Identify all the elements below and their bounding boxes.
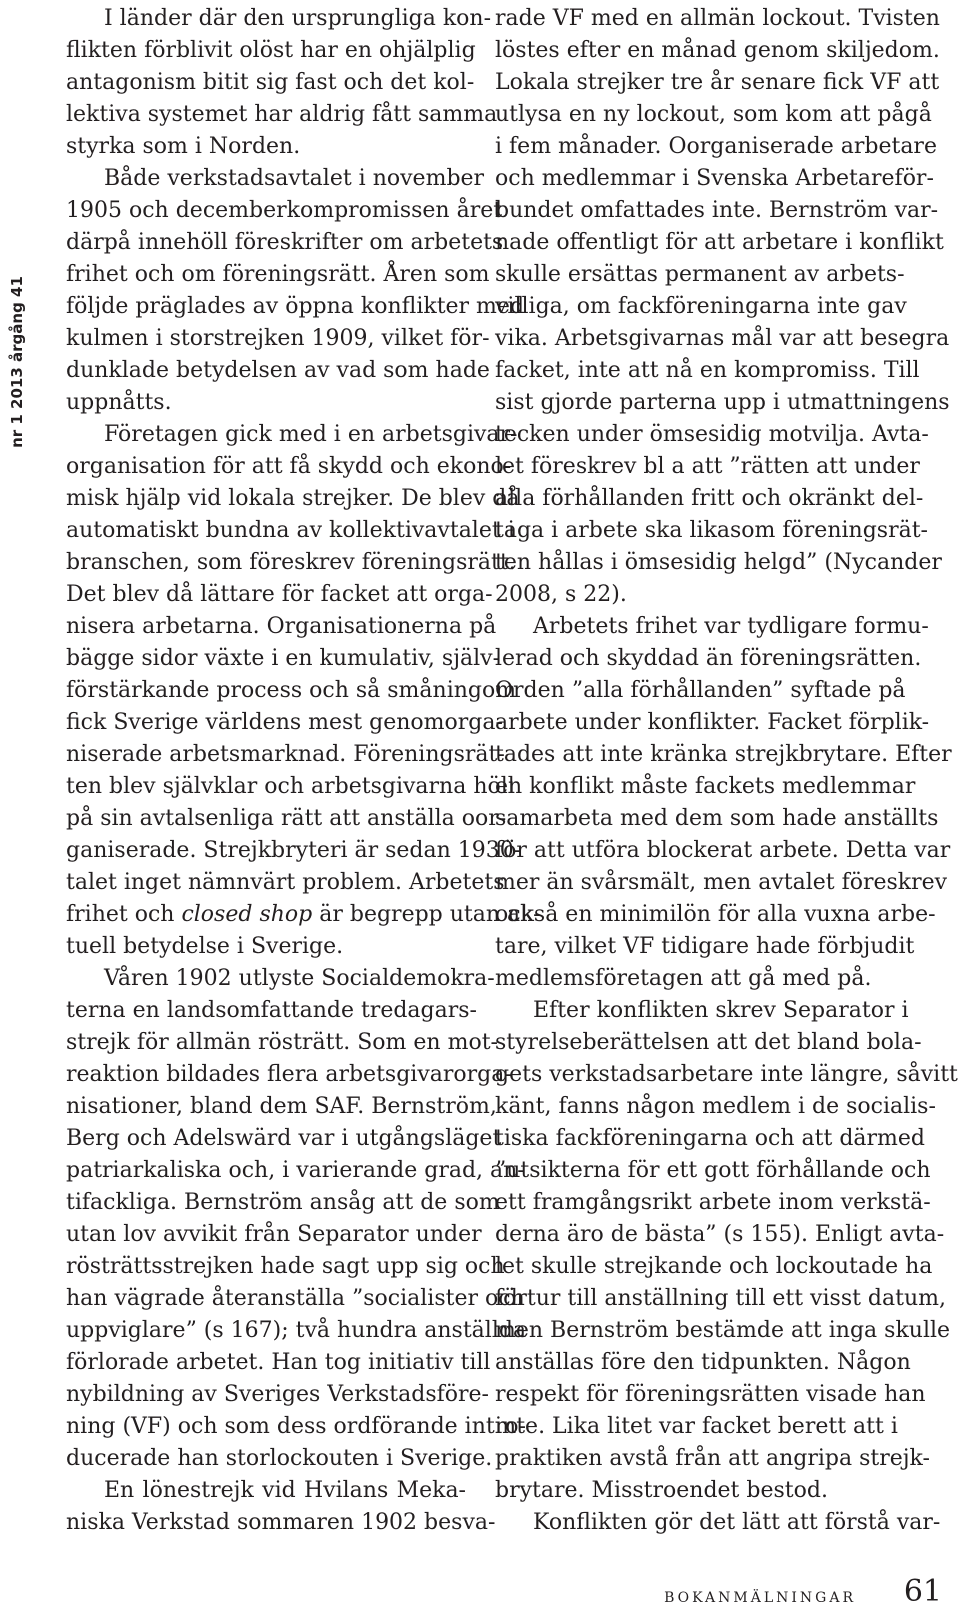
text-line: i fem månader. Oorganiserade arbetare [495, 134, 937, 159]
text-line: ganiserade. Strejkbryteri är sedan 1930- [66, 838, 522, 863]
text-line: flikten förblivit olöst har en ohjälplig [66, 38, 476, 63]
text-line: tecken under ömsesidig motvilja. Avta- [495, 422, 929, 447]
text-line: niska Verkstad sommaren 1902 besva- [66, 1510, 496, 1535]
text-line: vika. Arbetsgivarnas mål var att besegra [495, 326, 950, 351]
text-line: nybildning av Sveriges Verkstadsföre- [66, 1382, 489, 1407]
text-line: let skulle strejkande och lockoutade ha [495, 1254, 933, 1279]
text-line: 1905 och decemberkompromissen året [66, 198, 503, 223]
text-line: lektiva systemet har aldrig fått samma [66, 102, 498, 127]
text-line: tifackliga. Bernström ansåg att de som [66, 1190, 500, 1215]
issue-label: nr 1 2013 årgång 41 [8, 276, 26, 448]
text-line: och medlemmar i Svenska Arbetareför- [495, 166, 934, 191]
text-line: han vägrade återanställa ”socialister och [66, 1286, 525, 1311]
text-line: Företagen gick med i en arbetsgivar- [104, 422, 518, 447]
text-line: Efter konflikten skrev Separator i [533, 998, 909, 1023]
text-line: Det blev då lättare för facket att orga- [66, 582, 493, 607]
page-number: 61 [903, 1574, 942, 1609]
text-line: Lokala strejker tre år senare fick VF att [495, 70, 940, 95]
text-line: frihet och om föreningsrätt. Åren som [66, 262, 490, 287]
text-line: Både verkstadsavtalet i november [104, 166, 485, 191]
text-line: förtur till anställning till ett visst datum, [495, 1286, 946, 1311]
text-line: styrelseberättelsen att det bland bola- [495, 1030, 922, 1055]
text-line: skulle ersättas permanent av arbets- [495, 262, 905, 287]
italic-term: closed shop [181, 902, 313, 927]
text-line: rösträttsstrejken hade sagt upp sig och [66, 1254, 505, 1279]
text-line: brytare. Misstroendet bestod. [495, 1478, 828, 1503]
text-line: uppnåtts. [66, 390, 172, 415]
text-line: dunklade betydelsen av vad som hade [66, 358, 490, 383]
text-line: strejk för allmän rösträtt. Som en mot- [66, 1030, 498, 1055]
text-line: taga i arbete ska likasom föreningsrät- [495, 518, 928, 543]
text-line: arbete under konflikter. Facket förplik- [495, 710, 930, 735]
text-line: tuell betydelse i Sverige. [66, 934, 344, 959]
text-line: mer än svårsmält, men avtalet föreskrev [495, 870, 948, 895]
text-line: förstärkande process och så småningom [66, 678, 517, 703]
text-line: därpå innehöll föreskrifter om arbetets [66, 230, 504, 255]
text-line: branschen, som föreskrev föreningsrätt. [66, 550, 516, 575]
text-line: för att utföra blockerat arbete. Detta var [495, 838, 951, 863]
left-column [66, 0, 541, 1539]
text-fragment: frihet och [66, 902, 175, 927]
right-column [495, 0, 958, 1539]
text-line: Berg och Adelswärd var i utgångsläget [66, 1126, 502, 1151]
text-line: ning (VF) och som dess ordförande intro- [66, 1414, 526, 1439]
text-line: talet inget nämnvärt problem. Arbetets [66, 870, 505, 895]
text-line: också en minimilön för alla vuxna arbe- [495, 902, 936, 927]
text-line: gets verkstadsarbetare inte längre, såvitt [495, 1062, 958, 1087]
text-line: automatiskt bundna av kollektivavtalet i [66, 518, 515, 543]
text-line: villiga, om fackföreningarna inte gav [495, 294, 907, 319]
text-line: 2008, s 22). [495, 582, 627, 607]
text-line: organisation för att få skydd och ekono- [66, 454, 512, 479]
text-line: praktiken avstå från att angripa strejk- [495, 1446, 930, 1471]
text-line: följde präglades av öppna konflikter med [66, 294, 525, 319]
text-line: nade offentligt för att arbetare i konflikt [495, 230, 944, 255]
text-line: kulmen i storstrejken 1909, vilket för- [66, 326, 490, 351]
text-line: terna en landsomfattande tredagars- [66, 998, 477, 1023]
text-line: misk hjälp vid lokala strejker. De blev då [66, 486, 520, 511]
text-line: patriarkaliska och, i varierande grad, an- [66, 1158, 525, 1183]
text-line: En lönestrejk vid Hvilans Meka- [104, 1478, 466, 1503]
text-line: samarbeta med dem som hade anställts [495, 806, 939, 831]
text-line: på sin avtalsenliga rätt att anställa oor- [66, 806, 507, 831]
text-line: derna äro de bästa” (s 155). Enligt avta- [495, 1222, 945, 1247]
text-line: ”utsikterna för ett gott förhållande och [495, 1158, 931, 1183]
text-line: respekt för föreningsrätten visade han [495, 1382, 926, 1407]
text-line: bägge sidor växte i en kumulativ, själv- [66, 646, 501, 671]
text-line: anställas före den tidpunkten. Någon [495, 1350, 911, 1375]
text-line: utan lov avvikit från Separator under [66, 1222, 482, 1247]
text-line: nisationer, bland dem SAF. Bernström, [66, 1094, 497, 1119]
issue-sidebar [2, 276, 32, 448]
text-line: ten blev självklar och arbetsgivarna höll [66, 774, 515, 799]
text-line: sist gjorde parterna upp i utmattningens [495, 390, 950, 415]
text-line: Konflikten gör det lätt att förstå var- [533, 1510, 941, 1535]
text-line: löstes efter en månad genom skiljedom. [495, 38, 940, 63]
text-line: förlorade arbetet. Han tog initiativ till [66, 1350, 491, 1375]
text-line: ducerade han storlockouten i Sverige. [66, 1446, 493, 1471]
text-line: niserade arbetsmarknad. Föreningsrät- [66, 742, 505, 767]
text-fragment: är begrepp utan ak- [319, 902, 541, 927]
text-line: tare, vilket VF tidigare hade förbjudit [495, 934, 915, 959]
text-line: rade VF med en allmän lockout. Tvisten [495, 6, 940, 31]
text-line: Våren 1902 utlyste Socialdemokra- [104, 966, 495, 991]
text-line: alla förhållanden fritt och okränkt del- [495, 486, 924, 511]
text-line: Orden ”alla förhållanden” syftade på [495, 678, 906, 703]
text-line: tiska fackföreningarna och att därmed [495, 1126, 926, 1151]
text-line: facket, inte att nå en kompromiss. Till [495, 358, 920, 383]
text-line: ten hållas i ömsesidig helgd” (Nycander [495, 550, 942, 575]
text-line: men Bernström bestämde att inga skulle [495, 1318, 951, 1343]
text-line: inte. Lika litet var facket berett att i [495, 1414, 898, 1439]
text-line: känt, fanns någon medlem i de socialis- [495, 1094, 936, 1119]
text-line: bundet omfattades inte. Bernström var- [495, 198, 939, 223]
text-line: utlysa en ny lockout, som kom att pågå [495, 102, 932, 127]
section-label: BOKANMÄLNINGAR [664, 1590, 856, 1606]
text-line: uppviglare” (s 167); två hundra anställda [66, 1318, 527, 1343]
text-line-mixed [66, 899, 541, 931]
text-line: let föreskrev bl a att ”rätten att under [495, 454, 920, 479]
text-line: lerad och skyddad än föreningsrätten. [495, 646, 922, 671]
text-line: reaktion bildades flera arbetsgivarorga- [66, 1062, 512, 1087]
text-line: nisera arbetarna. Organisationerna på [66, 614, 497, 639]
text-line: en konflikt måste fackets medlemmar [495, 774, 916, 799]
text-line: antagonism bitit sig fast och det kol- [66, 70, 475, 95]
text-line: medlemsföretagen att gå med på. [495, 966, 872, 991]
text-line: I länder där den ursprungliga kon- [104, 6, 492, 31]
text-line: tades att inte kränka strejkbrytare. Efter [495, 742, 952, 767]
text-line: fick Sverige världens mest genomorga- [66, 710, 503, 735]
text-line: Arbetets frihet var tydligare formu- [533, 614, 929, 639]
text-line: styrka som i Norden. [66, 134, 301, 159]
text-line: ett framgångsrikt arbete inom verkstä- [495, 1190, 931, 1215]
